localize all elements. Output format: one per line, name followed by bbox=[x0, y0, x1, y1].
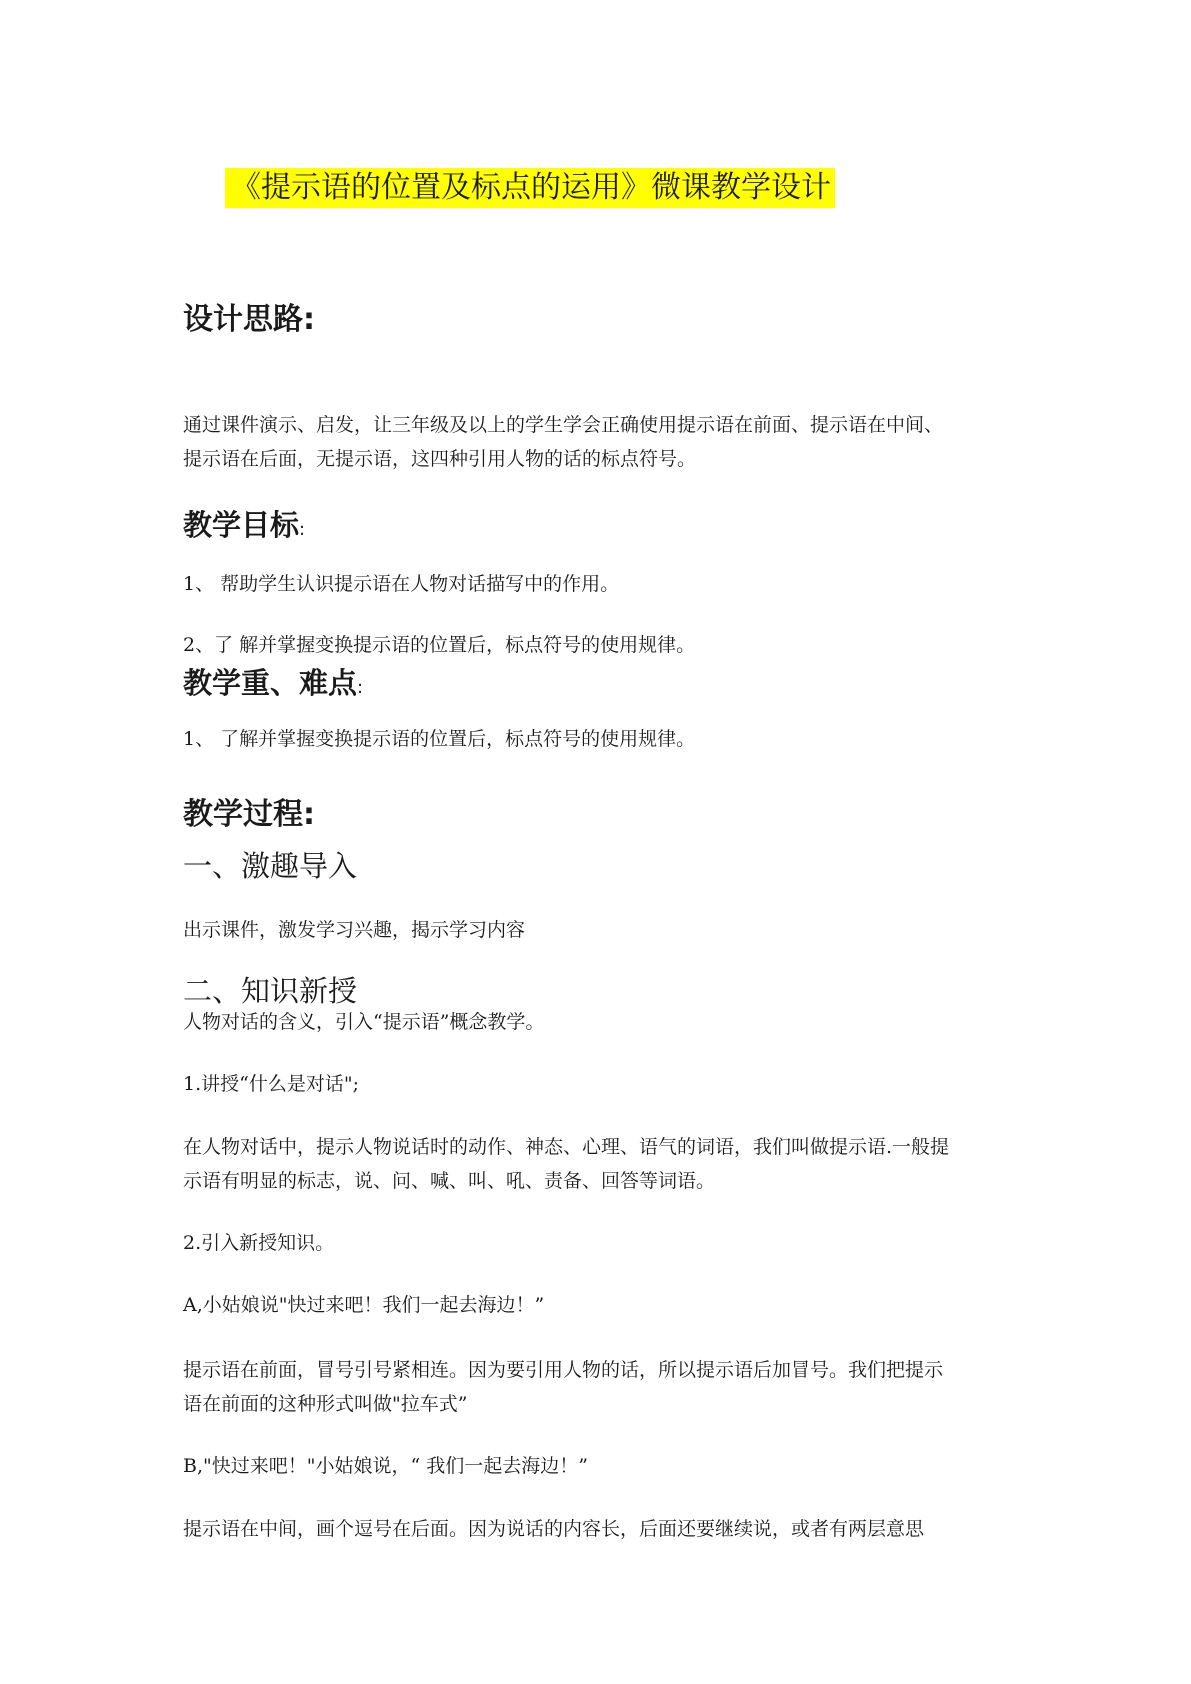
goal-item-1: 1、 帮助学生认识提示语在人物对话描写中的作用。 bbox=[183, 573, 620, 595]
document-title: 《提示语的位置及标点的运用》微课教学设计 bbox=[225, 168, 835, 208]
design-heading: 设计思路: bbox=[183, 302, 315, 337]
goals-heading-text: 教学目标 bbox=[183, 508, 300, 542]
part1-heading: 一、激趣导入 bbox=[183, 849, 358, 883]
key-item-1: 1、 了解并掌握变换提示语的位置后，标点符号的使用规律。 bbox=[183, 728, 696, 750]
explain-a-line-2: 语在前面的这种形式叫做"拉车式” bbox=[183, 1393, 468, 1415]
explain-b-line-1: 提示语在中间，画个逗号在后面。因为说话的内容长，后面还要继续说，或者有两层意思 bbox=[183, 1518, 925, 1540]
definition-line-2: 示语有明显的标志，说、问、喊、叫、吼、责备、回答等词语。 bbox=[183, 1170, 716, 1192]
step2: 2.引入新授知识。 bbox=[183, 1232, 335, 1254]
key-heading bbox=[183, 663, 363, 708]
goals-heading bbox=[183, 505, 305, 550]
part1-text: 出示课件，激发学习兴趣，揭示学习内容 bbox=[183, 919, 526, 941]
key-heading-colon: : bbox=[357, 677, 364, 698]
key-heading-text: 教学重、难点 bbox=[183, 666, 358, 700]
process-heading: 教学过程: bbox=[183, 797, 315, 832]
part2-heading: 二、知识新授 bbox=[183, 974, 358, 1008]
step1: 1.讲授“什么是对话"; bbox=[183, 1073, 359, 1095]
example-b: B,"快过来吧！"小姑娘说，“ 我们一起去海边！” bbox=[183, 1455, 588, 1477]
design-line-2: 提示语在后面，无提示语，这四种引用人物的话的标点符号。 bbox=[183, 448, 697, 470]
explain-a-line-1: 提示语在前面，冒号引号紧相连。因为要引用人物的话，所以提示语后加冒号。我们把提示 bbox=[183, 1359, 944, 1381]
design-line-1: 通过课件演示、启发，让三年级及以上的学生学会正确使用提示语在前面、提示语在中间、 bbox=[183, 414, 944, 436]
part2-intro: 人物对话的含义，引入“提示语”概念教学。 bbox=[183, 1011, 545, 1033]
definition-line-1: 在人物对话中，提示人物说话时的动作、神态、心理、语气的词语，我们叫做提示语.一般提 bbox=[183, 1136, 950, 1158]
example-a: A,小姑娘说"快过来吧！我们一起去海边！” bbox=[183, 1294, 545, 1316]
goals-heading-colon: : bbox=[299, 519, 306, 540]
goal-item-2: 2、了 解并掌握变换提示语的位置后，标点符号的使用规律。 bbox=[183, 634, 696, 656]
